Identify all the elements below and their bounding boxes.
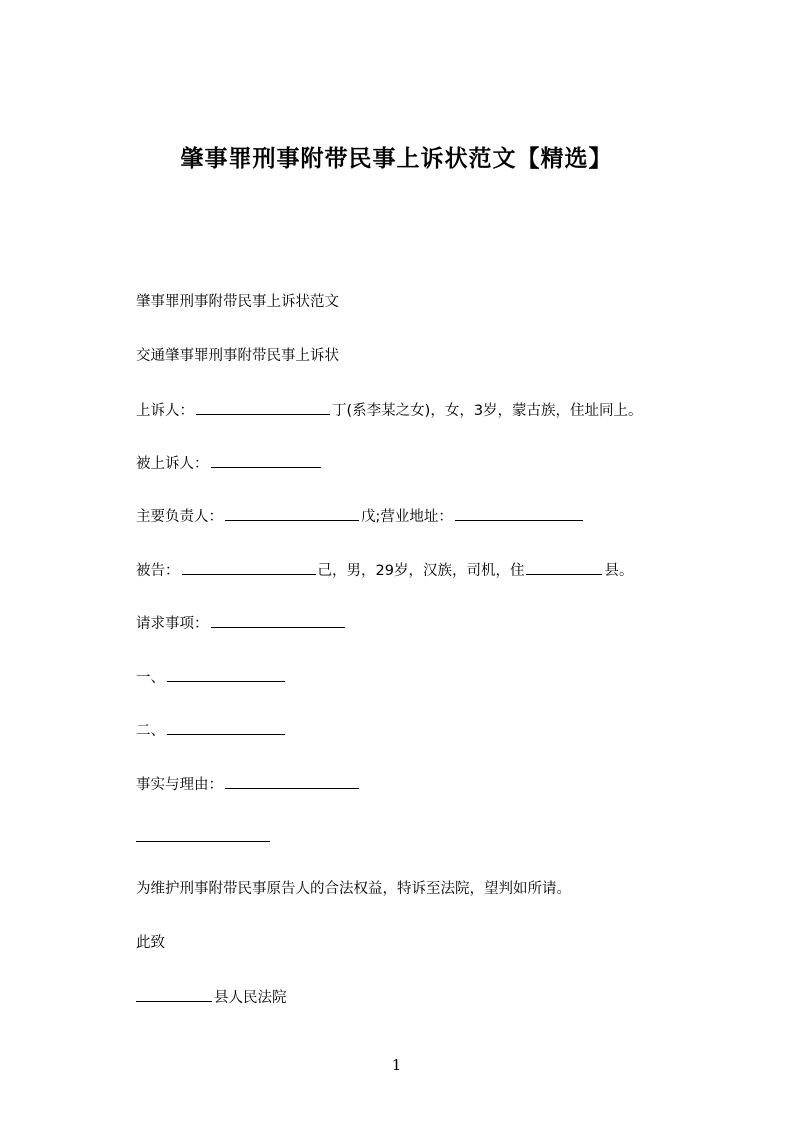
defendant-line: [136, 560, 633, 581]
document-title: 肇事罪刑事附带民事上诉状范文【精选】: [180, 146, 613, 172]
appellee-blank: [211, 453, 321, 468]
item-one-label: 一、: [136, 670, 165, 686]
appellant-details: 丁(系李某之女)，女，3岁，蒙古族，住址同上。: [332, 403, 643, 419]
closing-line: 为维护刑事附带民事原告人的合法权益，特诉至法院，望判如所请。: [136, 881, 571, 897]
salutation-line: 此致: [136, 935, 165, 951]
appellee-label: 被上诉人：: [136, 456, 209, 472]
appellant-blank: [196, 400, 330, 415]
heading-line: 交通肇事罪刑事附带民事上诉状: [136, 348, 339, 364]
facts-continuation-blank: [136, 827, 270, 842]
facts-label: 事实与理由：: [136, 777, 223, 793]
request-blank: [211, 613, 345, 628]
item-two-label: 二、: [136, 723, 165, 739]
item-one-blank: [167, 667, 285, 682]
appellant-line: [136, 400, 643, 421]
court-line: [136, 987, 287, 1008]
principal-line: [136, 506, 585, 527]
defendant-tail: 县。: [604, 563, 634, 579]
principal-blank: [225, 506, 359, 521]
residence-blank: [526, 560, 602, 575]
defendant-blank: [182, 560, 316, 575]
court-name: 县人民法院: [214, 990, 287, 1006]
facts-line: [136, 774, 361, 795]
defendant-label: 被告：: [136, 563, 180, 579]
address-blank: [455, 506, 583, 521]
subtitle-line: 肇事罪刑事附带民事上诉状范文: [136, 294, 339, 310]
appellant-label: 上诉人：: [136, 403, 194, 419]
court-blank: [136, 987, 212, 1002]
appellee-line: [136, 453, 323, 474]
item-one-line: [136, 667, 287, 688]
request-line: [136, 613, 347, 634]
item-two-line: [136, 720, 287, 741]
principal-label: 主要负责人：: [136, 509, 223, 525]
blank-line: [136, 827, 272, 848]
principal-mid: 戊;营业地址：: [361, 509, 453, 525]
defendant-details: 己，男，29岁，汉族，司机，住: [317, 563, 525, 579]
request-label: 请求事项：: [136, 616, 209, 632]
page-number: 1: [391, 1056, 402, 1074]
item-two-blank: [167, 720, 285, 735]
facts-blank: [225, 774, 359, 789]
